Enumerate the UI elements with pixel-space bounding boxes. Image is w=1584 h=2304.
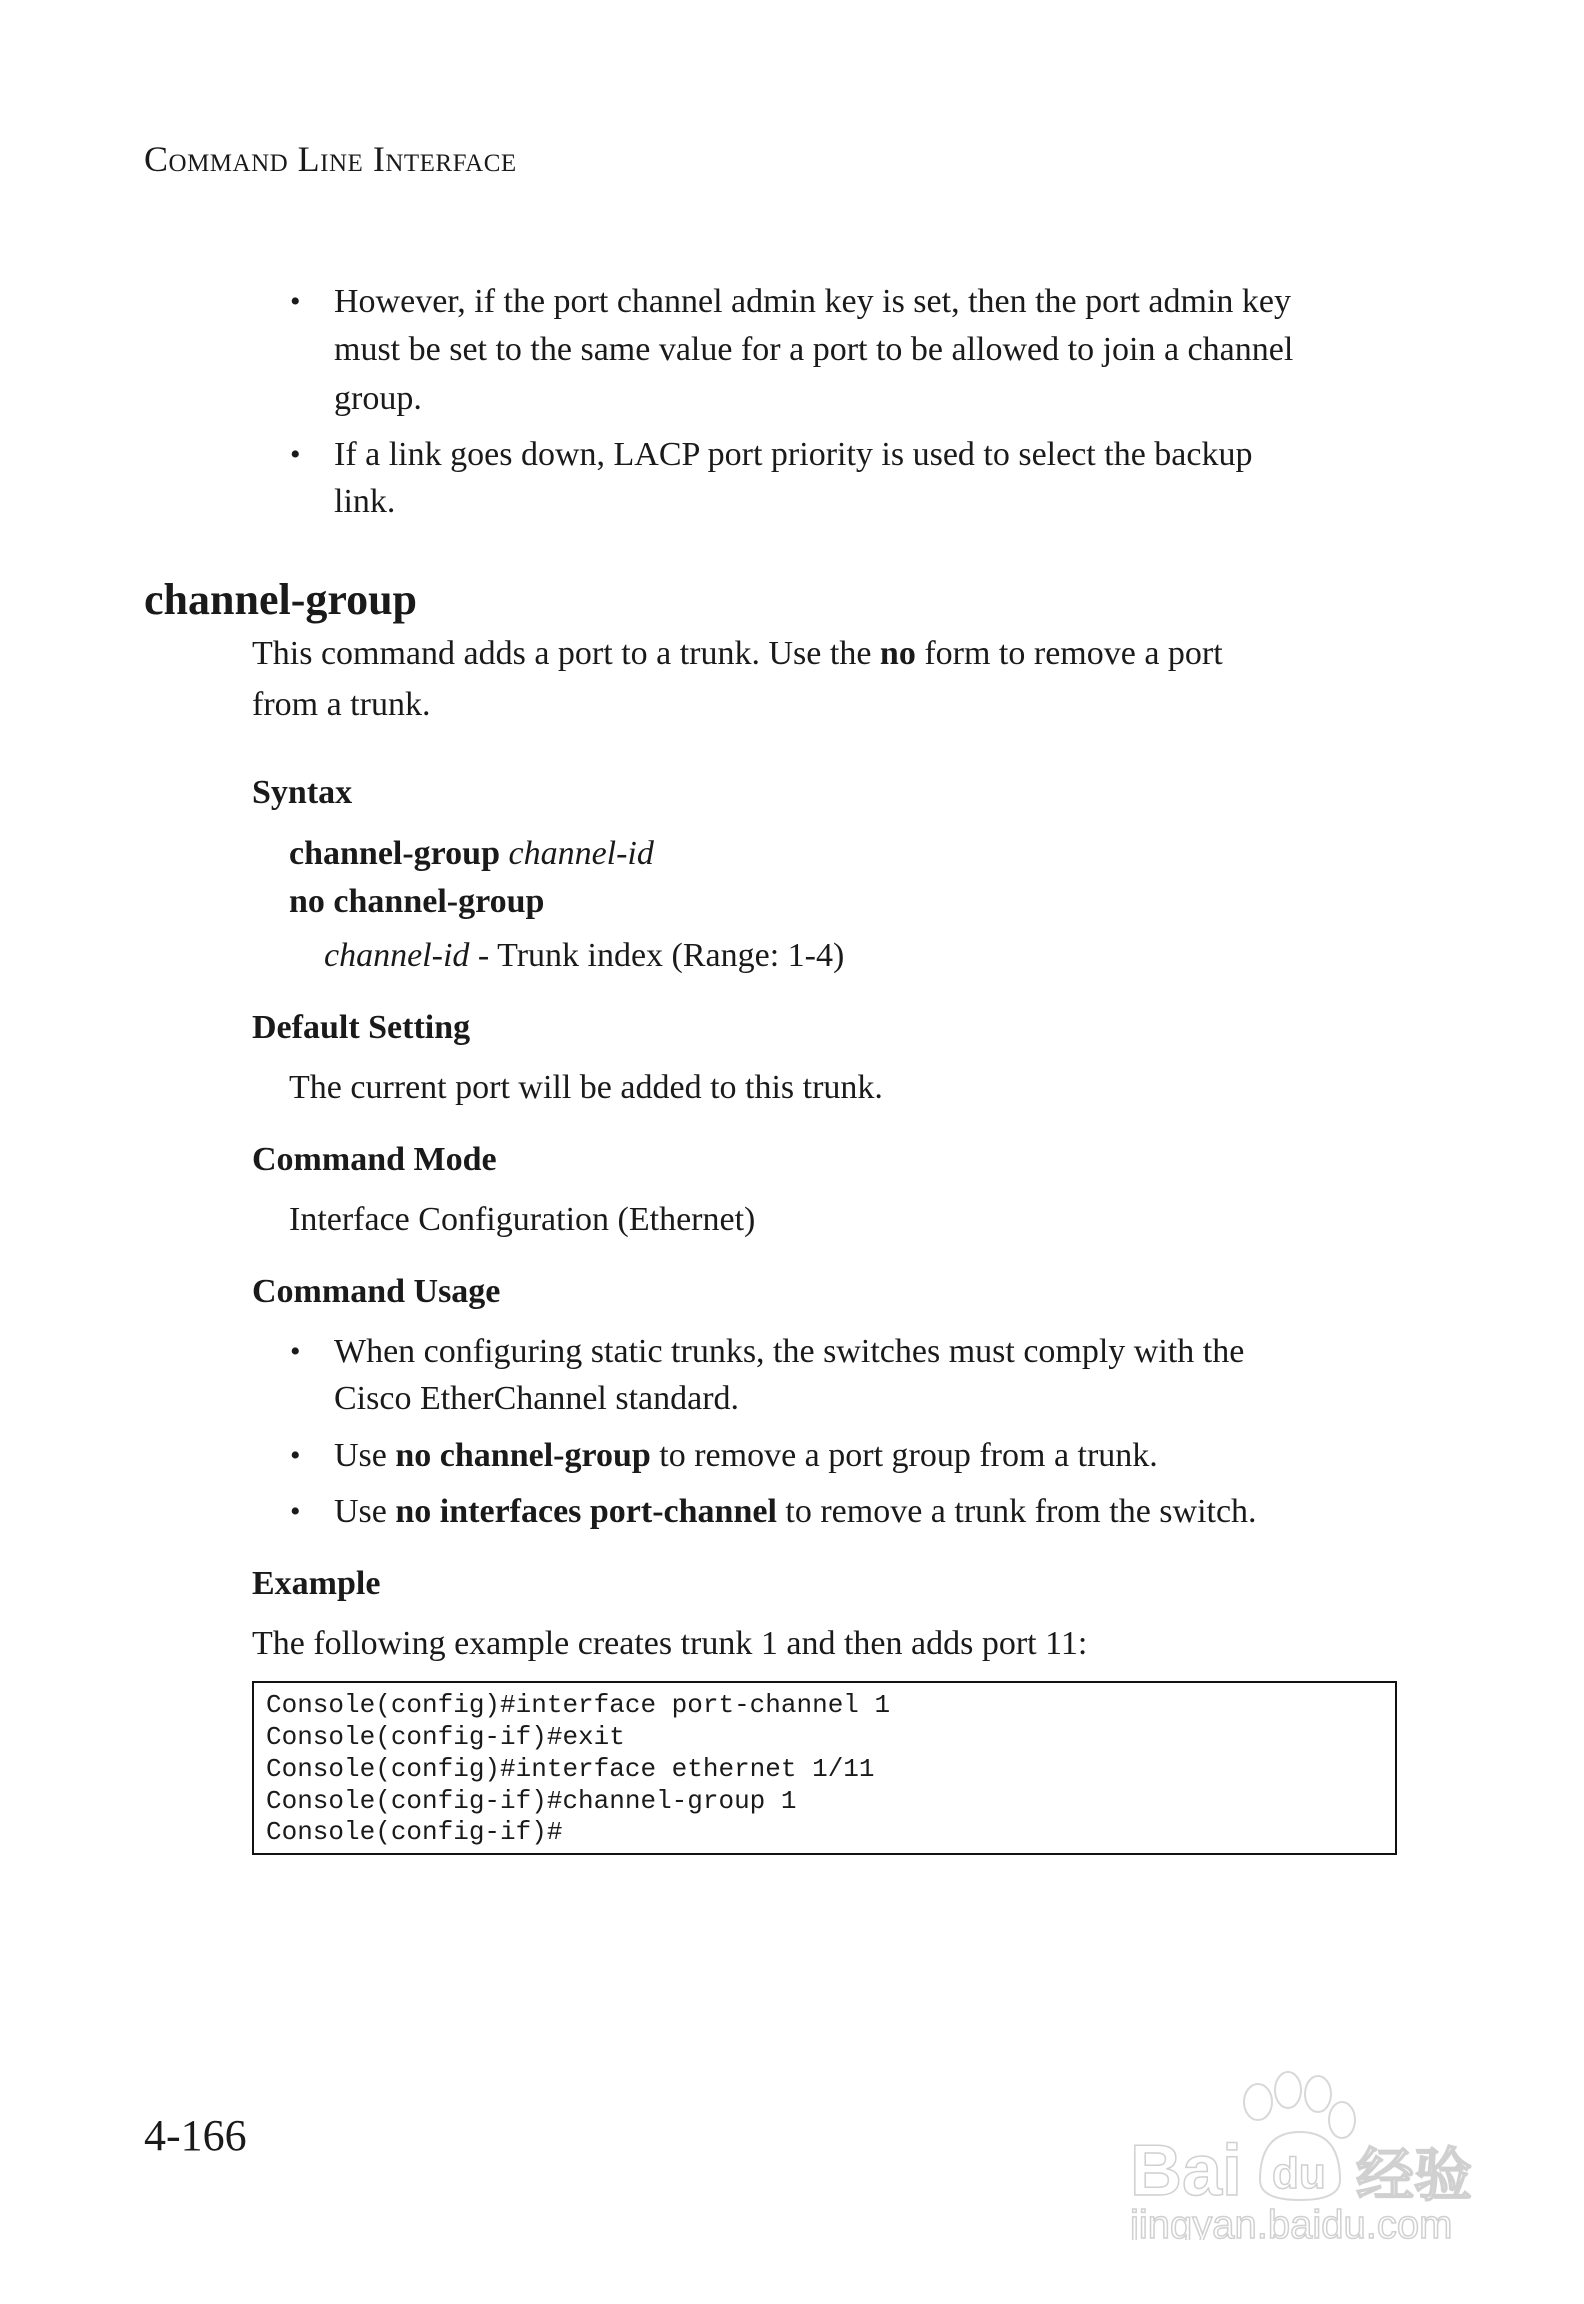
page-number: 4-166: [144, 2111, 247, 2160]
svg-text:Bai: Bai: [1130, 2131, 1243, 2211]
bullet-icon: •: [290, 1495, 301, 1528]
description-text: This command adds a port to a trunk. Use the: [252, 635, 880, 672]
usage-keyword: no interfaces port-channel: [395, 1493, 777, 1530]
param-text: - Trunk index (Range: 1-4): [469, 937, 845, 974]
code-example-box: [252, 1681, 1397, 1855]
paw-icon: [1120, 2060, 1500, 2240]
usage-text-part: to remove a port group from a trunk.: [650, 1437, 1158, 1474]
example-heading: Example: [252, 1565, 381, 1602]
command-mode-heading: Command Mode: [252, 1141, 497, 1178]
code-line: Console(config-if)#channel-group 1: [266, 1786, 797, 1816]
syntax-param: channel-id: [508, 835, 654, 872]
code-line: Console(config)#interface port-channel 1: [266, 1690, 891, 1720]
bullet-text: If a link goes down, LACP port priority is used to select the backup: [334, 436, 1253, 473]
example-text: The following example creates trunk 1 and then adds port 11:: [252, 1625, 1088, 1662]
svg-text:jingyan.baidu.com: jingyan.baidu.com: [1130, 2203, 1453, 2240]
usage-text: Cisco EtherChannel standard.: [334, 1380, 740, 1417]
usage-keyword: no channel-group: [395, 1437, 651, 1474]
command-usage-heading: Command Usage: [252, 1273, 501, 1310]
usage-text-part: Use: [334, 1437, 396, 1474]
usage-text: When configuring static trunks, the switches must comply with the: [334, 1333, 1245, 1370]
description-text: from a trunk.: [252, 686, 431, 723]
svg-text:du: du: [1272, 2149, 1326, 2198]
bullet-icon: •: [290, 285, 301, 318]
description-text: form to remove a port: [915, 635, 1223, 672]
code-line: Console(config-if)#: [266, 1817, 563, 1847]
param-description: [324, 932, 844, 980]
bullet-icon: •: [290, 1439, 301, 1472]
default-setting-text: The current port will be added to this trunk.: [289, 1069, 883, 1106]
svg-text:经验: 经验: [1356, 2141, 1473, 2209]
baidu-watermark-logo: [1120, 2060, 1500, 2240]
param-name: channel-id: [324, 937, 470, 974]
syntax-command: channel-group: [289, 835, 500, 872]
command-title: channel-group: [144, 575, 418, 624]
syntax-form: [289, 830, 654, 878]
syntax-no-form: no channel-group: [289, 883, 545, 920]
usage-text-part: Use: [334, 1493, 396, 1530]
bullet-text: link.: [334, 483, 396, 520]
syntax-heading: Syntax: [252, 774, 353, 811]
bullet-text: group.: [334, 380, 422, 417]
description-keyword: no: [879, 635, 916, 672]
bullet-icon: •: [290, 1335, 301, 1368]
bullet-text: must be set to the same value for a port to be allowed to join a channel: [334, 331, 1294, 368]
code-line: Console(config-if)#exit: [266, 1722, 625, 1752]
bullet-text: However, if the port channel admin key is set, then the port admin key: [334, 283, 1291, 320]
usage-text-part: to remove a trunk from the switch.: [776, 1493, 1257, 1530]
bullet-icon: •: [290, 438, 301, 471]
running-header: Command Line Interface: [144, 139, 517, 179]
usage-text: [334, 1432, 1158, 1480]
code-line: Console(config)#interface ethernet 1/11: [266, 1754, 875, 1784]
command-description: [252, 630, 1223, 678]
usage-text: [334, 1488, 1257, 1536]
command-mode-text: Interface Configuration (Ethernet): [289, 1201, 756, 1238]
default-setting-heading: Default Setting: [252, 1009, 471, 1046]
